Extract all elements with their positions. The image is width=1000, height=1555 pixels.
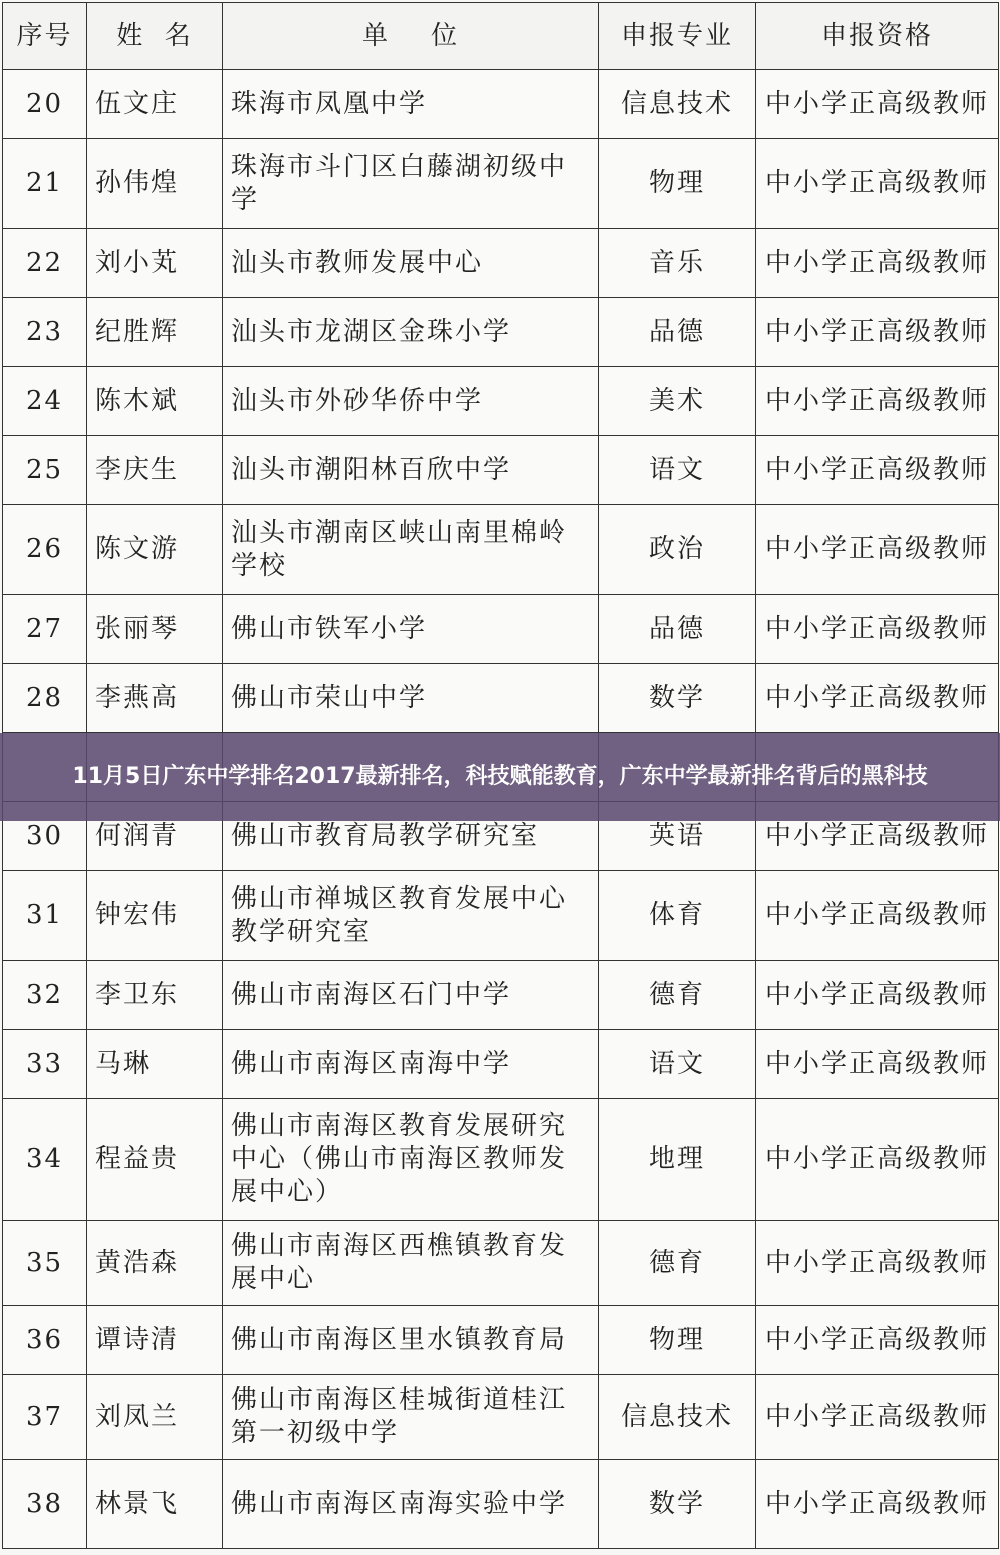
cell-qualification: 中小学正高级教师 (756, 505, 999, 595)
cell-serial-number: 30 (3, 802, 87, 871)
header-name: 姓 名 (87, 3, 223, 70)
cell-unit: 汕头市龙湖区金珠小学 (223, 298, 599, 367)
cell-qualification: 中小学正高级教师 (756, 229, 999, 298)
cell-qualification: 中小学正高级教师 (756, 1306, 999, 1375)
cell-unit: 汕头市教师发展中心 (223, 229, 599, 298)
table-row (3, 1460, 999, 1549)
cell-unit: 汕头市潮阳林百欣中学 (223, 436, 599, 505)
header-qualification: 申报资格 (756, 3, 999, 70)
cell-unit: 佛山市禅城区教育发展中心教学研究室 (223, 871, 599, 961)
header-serial-number: 序号 (3, 3, 87, 70)
header-row (3, 3, 999, 70)
cell-name: 黄浩森 (87, 1221, 223, 1306)
table-row (3, 436, 999, 505)
cell-qualification: 中小学正高级教师 (756, 802, 999, 871)
table-row (3, 298, 999, 367)
cell-name: 刘凤兰 (87, 1375, 223, 1460)
table-row (3, 1306, 999, 1375)
cell-serial-number: 38 (3, 1460, 87, 1549)
cell-qualification: 中小学正高级教师 (756, 595, 999, 664)
cell-qualification: 中小学正高级教师 (756, 961, 999, 1030)
cell-serial-number: 25 (3, 436, 87, 505)
cell-qualification: 中小学正高级教师 (756, 871, 999, 961)
table-row (3, 70, 999, 139)
article-title: 11月5日广东中学排名2017最新排名，科技赋能教育，广东中学最新排名背后的黑科技 (72, 764, 928, 789)
cell-name: 陈木斌 (87, 367, 223, 436)
cell-serial-number: 36 (3, 1306, 87, 1375)
cell-subject: 地理 (599, 1099, 756, 1221)
cell-subject: 德育 (599, 961, 756, 1030)
cell-subject: 品德 (599, 595, 756, 664)
table-row (3, 229, 999, 298)
cell-unit: 佛山市荣山中学 (223, 664, 599, 733)
cell-subject: 德育 (599, 1221, 756, 1306)
cell-qualification: 中小学正高级教师 (756, 1099, 999, 1221)
cell-unit: 佛山市南海区教育发展研究中心（佛山市南海区教师发展中心） (223, 1099, 599, 1221)
cell-serial-number: 33 (3, 1030, 87, 1099)
table-row (3, 505, 999, 595)
cell-qualification: 中小学正高级教师 (756, 664, 999, 733)
table-row (3, 664, 999, 733)
cell-unit: 汕头市潮南区峡山南里棉岭学校 (223, 505, 599, 595)
cell-name: 刘小芄 (87, 229, 223, 298)
cell-serial-number: 32 (3, 961, 87, 1030)
cell-serial-number: 20 (3, 70, 87, 139)
cell-serial-number: 21 (3, 139, 87, 229)
cell-serial-number: 22 (3, 229, 87, 298)
cell-name: 何润青 (87, 802, 223, 871)
table-row (3, 367, 999, 436)
cell-subject: 数学 (599, 1460, 756, 1549)
cell-name: 纪胜辉 (87, 298, 223, 367)
article-title-banner (0, 733, 1000, 821)
cell-serial-number: 28 (3, 664, 87, 733)
cell-unit: 珠海市斗门区白藤湖初级中学 (223, 139, 599, 229)
cell-name: 程益贵 (87, 1099, 223, 1221)
cell-serial-number: 24 (3, 367, 87, 436)
cell-qualification: 中小学正高级教师 (756, 1460, 999, 1549)
table-row (3, 1030, 999, 1099)
cell-name: 谭诗清 (87, 1306, 223, 1375)
table-row (3, 595, 999, 664)
cell-qualification: 中小学正高级教师 (756, 1375, 999, 1460)
cell-qualification: 中小学正高级教师 (756, 1221, 999, 1306)
cell-name: 孙伟煌 (87, 139, 223, 229)
table-row (3, 961, 999, 1030)
cell-name: 陈文游 (87, 505, 223, 595)
cell-unit: 佛山市教育局教学研究室 (223, 802, 599, 871)
cell-subject: 信息技术 (599, 70, 756, 139)
cell-unit: 佛山市南海区南海实验中学 (223, 1460, 599, 1549)
cell-serial-number: 23 (3, 298, 87, 367)
cell-qualification: 中小学正高级教师 (756, 139, 999, 229)
cell-serial-number: 34 (3, 1099, 87, 1221)
cell-serial-number: 26 (3, 505, 87, 595)
cell-name: 钟宏伟 (87, 871, 223, 961)
cell-unit: 汕头市外砂华侨中学 (223, 367, 599, 436)
header-subject: 申报专业 (599, 3, 756, 70)
table-row (3, 1099, 999, 1221)
cell-subject: 数学 (599, 664, 756, 733)
cell-unit: 佛山市南海区桂城街道桂江第一初级中学 (223, 1375, 599, 1460)
cell-subject: 物理 (599, 139, 756, 229)
cell-name: 林景飞 (87, 1460, 223, 1549)
cell-serial-number: 35 (3, 1221, 87, 1306)
header-unit: 单 位 (223, 3, 599, 70)
cell-subject: 政治 (599, 505, 756, 595)
cell-qualification: 中小学正高级教师 (756, 436, 999, 505)
cell-subject: 物理 (599, 1306, 756, 1375)
cell-unit: 佛山市铁军小学 (223, 595, 599, 664)
cell-name: 伍文庄 (87, 70, 223, 139)
table-row (3, 871, 999, 961)
table-row (3, 1221, 999, 1306)
cell-unit: 佛山市南海区南海中学 (223, 1030, 599, 1099)
cell-serial-number: 37 (3, 1375, 87, 1460)
cell-serial-number: 27 (3, 595, 87, 664)
cell-unit: 佛山市南海区西樵镇教育发展中心 (223, 1221, 599, 1306)
cell-qualification: 中小学正高级教师 (756, 367, 999, 436)
cell-subject: 语文 (599, 436, 756, 505)
cell-unit: 佛山市南海区里水镇教育局 (223, 1306, 599, 1375)
cell-name: 李庆生 (87, 436, 223, 505)
cell-qualification: 中小学正高级教师 (756, 1030, 999, 1099)
cell-subject: 英语 (599, 802, 756, 871)
cell-serial-number: 31 (3, 871, 87, 961)
cell-unit: 佛山市南海区石门中学 (223, 961, 599, 1030)
cell-name: 李卫东 (87, 961, 223, 1030)
cell-subject: 美术 (599, 367, 756, 436)
cell-subject: 语文 (599, 1030, 756, 1099)
table-row (3, 1375, 999, 1460)
cell-subject: 音乐 (599, 229, 756, 298)
cell-subject: 品德 (599, 298, 756, 367)
cell-unit: 珠海市凤凰中学 (223, 70, 599, 139)
cell-subject: 体育 (599, 871, 756, 961)
cell-qualification: 中小学正高级教师 (756, 70, 999, 139)
cell-name: 马琳 (87, 1030, 223, 1099)
cell-subject: 信息技术 (599, 1375, 756, 1460)
table-row (3, 139, 999, 229)
cell-name: 李燕高 (87, 664, 223, 733)
cell-name: 张丽琴 (87, 595, 223, 664)
cell-qualification: 中小学正高级教师 (756, 298, 999, 367)
